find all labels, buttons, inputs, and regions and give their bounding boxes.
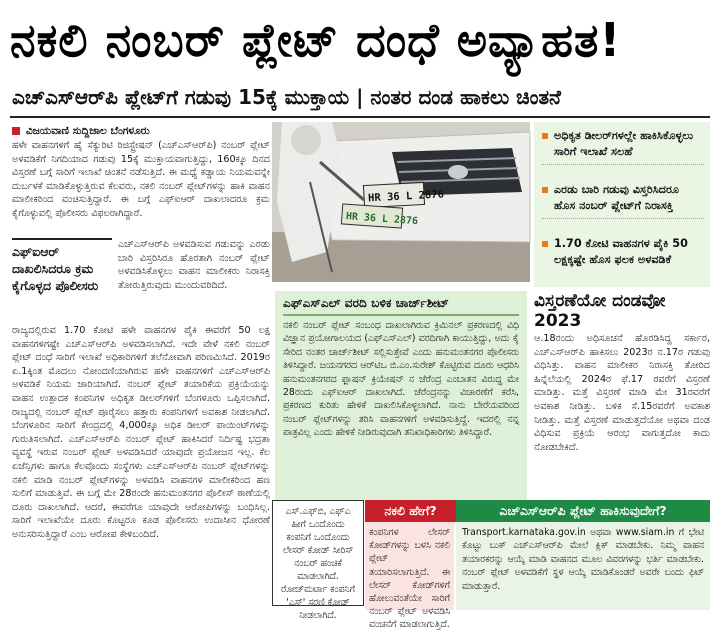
fake-how-text: ಕಂಪನಿಗಳ ಲೇಸರ್ ಕೋಡ್‌ಗಳನ್ನು ಬಳಸಿ ನಕಲಿ ಪ್ಲೇಟ್ ತಯಾರಿಸಲಾಗುತ್ತಿದೆ. ಈ ಲೇಸರ್ ಕೋಡ್‌ಗಳಿಗೆ ಹೋಲುವಂತೆಯೇ ಸಾರಿಗೆ ನಂಬರ್ ಪ್ಲೇಟ್ ಅಳವಡಿಸಿ ವಂಚನೆಗೆ ಮಾಡಲಾಗುತ್ತಿದೆ. [369,527,450,631]
divider [10,116,710,118]
fsl-box-heading: ಎಫ್ಎಸ್ಎಲ್ ವರದಿ ಬಳಿಕ ಚಾರ್ಜ್‌ಶೀಟ್ [283,295,519,316]
bullet-icon [542,133,548,139]
car-plate-photo-illustration [272,122,530,282]
headline: ನಕಲಿ ನಂಬರ್ ಪ್ಲೇಟ್ ದಂಧೆ ಅವ್ಯಾಹತ! [10,13,622,67]
fake-how-box [365,522,454,631]
bullet-icon [542,241,548,247]
subheadline: ಎಚ್ಎಸ್ಆರ್‌ಪಿ ಪ್ಲೇಟ್‌ಗೆ ಗಡುವು 15ಕ್ಕೆ ಮುಕ್ತಾಯ | ನಂತರ ದಂಡ ಹಾಕಲು ಚಿಂತನೆ [12,85,561,109]
how-to-fit-text: Transport.karnataka.gov.in ಅಥವಾ www.siam.in ಗೆ ಭೇಟಿ ಕೊಟ್ಟು ಬುಕ್ ಎಚ್ಎಸ್ಆರ್‌ಪಿ ಮೇಲೆ ಕ್ಲಿಕ್ ಮಾಡಬೇಕು. ನಿಮ್ಮ ವಾಹನ ತಯಾರಕರನ್ನು ಆಯ್ಕೆ ಮಾಡಿ ವಾಹನದ ಮೂಲ ವಿವರಗಳನ್ನು ಭರ್ತಿ ಮಾಡಬೇಕು. ನಂಬರ್ ಪ್ಲೇಟ್ ಅಳವಡಿಕೆಗೆ ಸ್ಥಳ ಆಯ್ಕೆ ಮಾಡಿಕೊಂಡರೆ ಅವರೇ ಬಂದು ಫಿಟ್ ಮಾಡುತ್ತಾರೆ. [462,527,704,592]
highlight-item: 1.70 ಕೋಟಿ ವಾಹನಗಳ ಪೈಕಿ 50 ಲಕ್ಷಕ್ಕಷ್ಟೇ ಹೊಸ ಫಲಕ ಅಳವಡಿಕೆ [542,236,704,272]
article-body: ರಾಜ್ಯದಲ್ಲಿರುವ 1.70 ಕೋಟಿ ಹಳೇ ವಾಹನಗಳ ಪೈಕಿ ಈವರೆಗೆ 50 ಲಕ್ಷ ವಾಹನಗಳಿಗಷ್ಟೇ ಎಚ್ಎಸ್ಆರ್‌ಪಿ ಅಳವಡಿಸಲಾಗಿದೆ. ಇದೇ ವೇಳೆ ನಕಲಿ ನಂಬರ್ ಪ್ಲೇಟ್ ದಂಧೆ ಸಾರಿಗೆ ಇಲಾಖೆ ಅಧಿಕಾರಿಗಳಿಗೆ ತಲೆನೋವಾಗಿ ಪರಿಣಮಿಸಿದೆ. 2019ರ ಏ.1ಕ್ಕಿಂತ ಮೊದಲು ನೋಂದಣಿಯಾಗಿರುವ ಹಳೇ ವಾಹನಗಳಿಗೆ ಎಚ್ಎಸ್ಆರ್‌ಪಿ ಅಳವಡಿಕೆ ನಿಯಮ ಜಾರಿಯಾಗಿದೆ. ನಂಬರ್ ಪ್ಲೇಟ್ ತಯಾರಿಕೆಯ ಪ್ರಕ್ರಿಯೆಯನ್ನು ವಾಹನ ಉತ್ಪಾದಕ ಕಂಪನಿಗಳ ಅಧಿಕೃತ ಡೀಲರ್‌ಗಳಿಗೆ ಬೆಂಗಳೂರು ಒಪ್ಪಿಸಲಾಗಿದೆ. ರಾಜ್ಯದಲ್ಲಿ ನಂಬರ್ ಪ್ಲೇಟ್ ಪೂರೈಸಲು ಹತ್ತಾರು ಕಂಪನಿಗಳಿಗೆ ಅವಕಾಶ ನೀಡಲಾಗಿದೆ. ಬೆಂಗಳೂರಿನ ಸಾರಿಗೆ ಕೇಂದ್ರದಲ್ಲಿ 4,000ಕ್ಕೂ ಅಧಿಕ ಡೀಲರ್ ಪಾಯಿಂಟ್‌ಗಳನ್ನು ಗುರುತಿಸಲಾಗಿದೆ. ಎಚ್ಎಸ್ಆರ್‌ಪಿ ನಂಬರ್ ಪ್ಲೇಟ್ ಹಾಕಿಸಿದರೆ ನಿರ್ದಿಷ್ಟ ಭದ್ರತಾ ವ್ಯವಸ್ಥೆ ಇರುವ ನಂಬರ್ ಪ್ಲೇಟ್ ಅಳವಡಿಸಿದರೆ ಯಾವುದೇ ಪ್ರಯೋಜನ ಇಲ್ಲ. ಕೆಲ ಏಜೆನ್ಸಿಗಳು ಹಾಗೂ ಕೆಲವೊಂದು ಸಂಸ್ಥೆಗಳು ಎಚ್ಎಸ್ಆರ್‌ಪಿ ನಂಬರ್ ಪ್ಲೇಟ್‌ಗಳನ್ನು ನಕಲಿ ಮಾಡಿ ನಂಬರ್ ಪ್ಲೇಟ್‌ಗಳನ್ನು ಅಳವಡಿಸಿ ವಾಹನಗಳ ಮಾಲೀಕರಿಂದ ಹಣ ಸುಲಿಗೆ ಮಾಡುತ್ತಿವೆ. ಈ ಬಗ್ಗೆ ಮೇ 28ರಂದೇ ಹನುಮಂತನಗರ ಪೊಲೀಸ್ ಠಾಣೆಯಲ್ಲಿ ದೂರು ದಾಖಲಾಗಿದೆ. ಆದರೆ, ಈವರೆಗೂ ಯಾವುದೇ ಆರೋಪಿಗಳನ್ನು ಬಂಧಿಸಿಲ್ಲ. ಸಾರಿಗೆ ಇಲಾಖೆಯೇ ದೂರು ಕೊಟ್ಟರೂ ಕೂಡ ಪೊಲೀಸರು ಉದಾಸೀನ ಧೋರಣೆ ಅನುಸರಿಸುತ್ತಿದ್ದಾರೆ ಎಂಬ ಆರೋಪ ಕೇಳಿಬಂದಿದೆ. [12,325,270,540]
how-to-fit-tag: ಎಚ್ಎಸ್ಆರ್‌ಪಿ ಪ್ಲೇಟ್ ಹಾಕಿಸುವುದೇಗೆ? [456,500,710,522]
news-photo [272,122,530,282]
byline [12,124,262,138]
highlight-item: ಅಧಿಕೃತ ಡೀಲರ್‌ಗಳಲ್ಲೇ ಹಾಕಿಸಿಕೊಳ್ಳಲು ಸಾರಿಗೆ ಇಲಾಖೆ ಸಲಹೆ [542,128,704,165]
held-plate-text: HR 36 L 2876 [345,211,419,228]
bullet-icon [542,187,548,193]
fake-how-tag: ನಕಲಿ ಹೇಗೆ? [365,500,456,522]
extension-text: ಆ.18ರಂದು ಅಧಿಸೂಚನೆ ಹೊರಡಿಸಿದ್ದ ಸರ್ಕಾರ, ಎಚ್ಎಸ್ಆರ್‌ಪಿ ಹಾಕಿಸಲು 2023ರ ನ.17ರ ಗಡುವು ವಿಧಿಸಿತ್ತು. ವಾಹನ ಮಾಲೀಕರ ನಿರಾಸಕ್ತಿ ತೋರಿದ ಹಿನ್ನೆಲೆಯಲ್ಲಿ 2024ರ ಫೆ.17 ರವರೆಗೆ ವಿಸ್ತರಣೆ ಮಾಡಿತ್ತು. ಮತ್ತೆ ವಿಸ್ತರಣೆ ಮಾಡಿ ಮೇ 31ರವರೆಗೆ ಅವಕಾಶ ನೀಡಿತ್ತು. ಬಳಿಕ ಸೆ.15ರವರೆಗೆ ಅವಕಾಶ ನೀಡಿತ್ತು. ಮತ್ತೆ ವಿಸ್ತರಣೆ ಮಾಡುತ್ತದೆಯೋ ಅಥವಾ ದಂಡ ವಿಧಿಸುವ ಪ್ರಕ್ರಿಯೆ ಆರಂಭ ವಾಗುತ್ತದೋ ಕಾದು ನೋಡಬೇಕಿದೆ. [534,333,710,453]
byline-text: ವಿಜಯವಾಣಿ ಸುದ್ದಿಜಾಲ ಬೆಂಗಳೂರು [26,125,150,137]
highlights-rail [534,122,710,287]
byline-square-icon [12,127,20,135]
highlight-item: ಎರಡು ಬಾರಿ ಗಡುವು ವಿಸ್ತರಿಸಿದರೂ ಹೊಸ ನಂಬರ್ ಪ್ಲೇಟ್‌ಗೆ ನಿರಾಸಕ್ತಿ [542,182,704,219]
pull-quote: ಎಫ್ಐಆರ್ ದಾಖಲಿಸಿದರೂ ಕ್ರಮ ಕೈಗೊಳ್ಳದ ಪೊಲೀಸರು [12,238,112,322]
article-para-b: ಎಚ್ಎಸ್ಆರ್‌ಪಿ ಅಳವಡಿಸುವ ಗಡುವನ್ನು ಎರಡು ಬಾರಿ ವಿಸ್ತರಿಸಿರೂ ಹೊರತಾಗಿ ನಂಬರ್ ಪ್ಲೇಟ್ ಅಳವಡಿಸಿಕೊಳ್ಳಲು ವಾಹನ ಮಾಲೀಕರು ನಿರಾಸಕ್ತಿ ತೋರುತ್ತಿರುವುದು ಮುಂದುವರಿದಿದೆ. [118,239,270,291]
fsl-box-text: ನಕಲಿ ನಂಬರ್ ಪ್ಲೇಟ್ ಸಂಬಂಧ ದಾಖಲಾಗಿರುವ ಕ್ರಿಮಿನಲ್ ಪ್ರಕರಣದಲ್ಲಿ ವಿಧಿ ವಿಜ್ಞಾನ ಪ್ರಯೋಗಾಲಯದ (ಎಫ್ಎಸ್ಎಲ್) ವರದಿಗಾಗಿ ಕಾಯುತ್ತಿದ್ದು, ಅದು ಕೈ ಸೇರಿದ ನಂತರ ಚಾರ್ಜ್‌ಶೀಟ್ ಸಲ್ಲಿಸುತ್ತೇವೆ ಎಂದು ಹನುಮಂತನಗರ ಪೊಲೀಸರು ತಿಳಿಸಿದ್ದಾರೆ. ಜಯನಗರದ ಆರ್‌ಟಿಒ ಬಿ.ಎಂ.ಸುರೇಶ್ ಕೊಟ್ಟಿರುವ ದೂರು ಆಧರಿಸಿ ಹನುಮಂತನಗರದ ಫ್ಲಾಷನ್ ಕ್ರಿಯೇಷನ್ ನ ಜೆರೆಂದ್ರ ಎಂಬಾತನ ವಿರುದ್ಧ ಮೇ 28ರಂದು ಎಫ್ಐಆರ್ ದಾಖಲಾಗಿದೆ. ಜೆರೆಂದ್ರನನ್ನು ವಿಚಾರಣೆಗೆ ಕರೆಸಿ, ಪ್ರಕರಣದ ಕುರಿತು ಹೇಳಿಕೆ ದಾಖಲಿಸಿಕೊಳ್ಳಲಾಗಿದೆ. ನಾನು ಬೇರೆಯವರಿಂದ ನಂಬರ್ ಪ್ಲೇಟ್‌ಗಳನ್ನು ತರಿಸಿ ವಾಹನಗಳಿಗೆ ಅಳವಡಿಸುತ್ತಿದ್ದೆ. ಇದರಲ್ಲಿ ನನ್ನ ಪಾತ್ರವಿಲ್ಲ ಎಂದು ಹೇಳಿಕೆ ನೀಡಿರುವುದಾಗಿ ತನಿಖಾಧಿಕಾರಿಗಳು ತಿಳಿಸಿದ್ದಾರೆ. [283,320,519,439]
extension-heading: ವಿಸ್ತರಣೆಯೋ ದಂಡವೋ 2023 [534,291,666,331]
mounted-plate-text: HR 36 L 2876 [367,188,445,205]
laser-code-note: ಎಸ್.ಎಫ್‌ಬಿ, ಎಫ್‌ಎ ಹೀಗೆ ಒಂದೊಂದು ಕಂಪನಿಗೆ ಒಂದೊಂದು ಲೇಸರ್ ಕೋಡ್ ಸೀರಿಸ್ ನಂಬರ್ ಹಂಚಿಕೆ ಮಾಡಲಾಗಿದೆ. ರೋಜ್‌ಮರ್ಟಾ ಕಂಪನಿಗೆ 'ಎಸ್' ಸರಣಿ ಕೋಡ್ ನೀಡಲಾಗಿದೆ. [272,500,364,606]
fsl-report-box [275,291,527,500]
how-to-fit-box [456,522,710,610]
article-intro: ಹಳೇ ವಾಹನಗಳಿಗೆ ಹೈ ಸೆಕ್ಯುರಿಟಿ ರಿಜಿಸ್ಟ್ರೇಷನ್ (ಎಚ್ಎಸ್ಆರ್‌ಪಿ) ನಂಬರ್ ಪ್ಲೇಟ್ ಅಳವಡಿಕೆಗೆ ನಿಗದಿಯಾದ ಗಡುವು 15ಕ್ಕೆ ಮುಕ್ತಾಯವಾಗುತ್ತಿದ್ದು, 160ಕ್ಕೂ ದಿನದ ವಿಸ್ತರಣೆ ಬಗ್ಗೆ ಸಾರಿಗೆ ಇಲಾಖೆ ಚಿಂತನೆ ನಡೆಸುತ್ತಿದೆ. ಈ ಮಧ್ಯೆ ಕಡ್ಡಾಯ ನಿಯಮವನ್ನೇ ದುರ್ಬಳಕೆ ಮಾಡಿಕೊಳ್ಳುತ್ತಿರುವ ಕೆಲವರು, ನಕಲಿ ನಂಬರ್ ಪ್ಲೇಟ್‌ಗಳನ್ನು ಹಾಕಿ ವಾಹನ ಮಾಲೀಕರಿಂದ ವಂಚಿಸುತ್ತಿದ್ದಾರೆ. ಈ ಬಗ್ಗೆ ಎಫ್‌ಐಆರ್ ದಾಖಲಾದರೂ ಕ್ರಮ ಕೈಗೊಳ್ಳುವಲ್ಲಿ ಪೊಲೀಸರು ವಿಫಲರಾಗಿದ್ದಾರೆ. [12,140,270,219]
